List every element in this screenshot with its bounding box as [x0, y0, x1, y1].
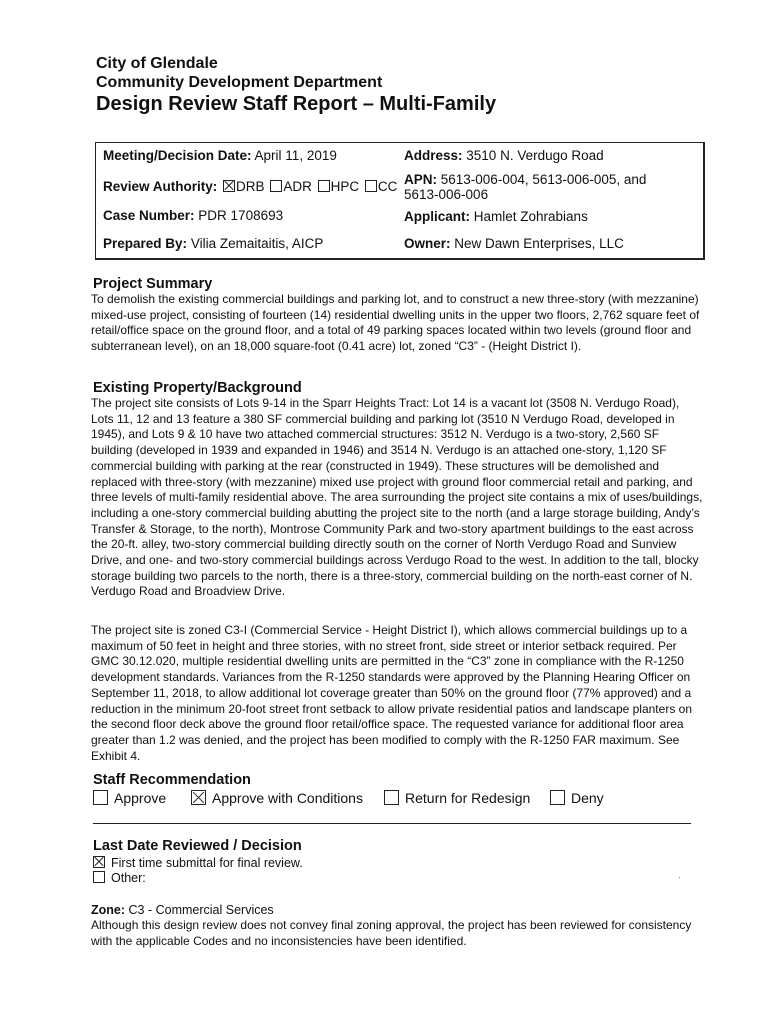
adr-label: ADR [283, 179, 312, 194]
drb-label: DRB [236, 179, 265, 194]
applicant-value: Hamlet Zohrabians [473, 209, 588, 224]
cc-checkbox[interactable] [365, 180, 377, 192]
existing-property-paragraph-1: The project site consists of Lots 9-14 in the Sparr Heights Tract: Lot 14 is a vacant lot (3508 N. Verdugo Road), Lots 11, 12 and 13 feature a 380 SF commercial building and parking lot (3510 N Verdugo Road, developed in 1945), and Lots 9 & 10 have two attached commercial structures: 3512 N. Verdugo is a two-story, 2,560 SF building (developed in 1939 and expanded in 1946) and 3514 N. Verdugo is an attached one-story, 1,120 SF commercial building with parking at the rear (constructed in 1949). These structures will be demolished and replaced with three-story (with mezzanine) mixed use project with ground floor commercial retail and parking, and three levels of multi-family residential above. The area surrounding the project site contains a mix of uses/buildings, including a one-story commercial building abutting the project site to the north (and a large storage building, Andy’s Transfer & Storage, to the north), Montrose Community Park and two-story apartment buildings to the east across the 20-ft. alley, two-story commercial building directly south on the corner of North Verdugo Road and Sunview Drive, and one- and two-story commercial buildings across Verdugo Road to the west. In addition to the tall, blocky storage building two parcels to the north, there is a three-story, commercial building on the north-east corner of N. Verdugo Road and Broadview Drive. [91, 396, 703, 599]
hpc-checkbox[interactable] [318, 180, 330, 192]
meeting-date-value: April 11, 2019 [254, 148, 337, 163]
city-name: City of Glendale [96, 55, 218, 72]
meeting-date-label: Meeting/Decision Date: [103, 148, 252, 163]
case-number [103, 208, 283, 223]
approve-label: Approve [114, 790, 167, 806]
apn-value-line2: 5613-006-006 [404, 187, 489, 202]
prepared-by-label: Prepared By: [103, 236, 188, 251]
apn-value-line1: 5613-006-004, 5613-006-005, and [440, 172, 647, 187]
approve-with-conditions-checkbox[interactable] [191, 790, 206, 805]
case-number-value: PDR 1708693 [198, 208, 284, 223]
drb-checkbox[interactable] [223, 180, 235, 192]
deny-checkbox[interactable] [550, 790, 565, 805]
other-label: Other: [111, 871, 146, 885]
apn-label: APN: [404, 172, 437, 187]
project-summary-text: To demolish the existing commercial buildings and parking lot, and to construct a new three-story (with mezzanine) mixed-use project, consisting of fourteen (14) residential dwelling units in the upper two floors, 2,762 square feet of retail/office space on the ground floor, and a total of 49 parking spaces located within two levels (ground floor and subterranean level), on an 18,000 square-foot (0.41 acre) lot, zoned “C3” - (Height District I). [91, 292, 700, 354]
applicant-label: Applicant: [404, 209, 470, 224]
deny-label: Deny [571, 790, 604, 806]
first-time-checkbox[interactable] [93, 856, 105, 868]
recommendation-deny[interactable] [550, 790, 604, 806]
return-for-redesign-checkbox[interactable] [384, 790, 399, 805]
last-review-first-time[interactable] [93, 856, 303, 870]
zone-value: C3 - Commercial Services [128, 903, 274, 917]
recommendation-return-for-redesign[interactable] [384, 790, 530, 806]
address-value: 3510 N. Verdugo Road [466, 148, 604, 163]
zone-text: Although this design review does not convey final zoning approval, the project has been reviewed for consistency with the applicable Codes and no inconsistencies have been identified. [91, 918, 692, 948]
recommendation-approve[interactable] [93, 790, 166, 806]
section-divider [93, 823, 691, 824]
report-title: Design Review Staff Report – Multi-Family [96, 93, 497, 115]
owner [404, 236, 624, 251]
staff-recommendation-heading: Staff Recommendation [93, 772, 251, 788]
last-review-other[interactable] [93, 871, 146, 885]
department-name: Community Development Department [96, 74, 383, 91]
address-label: Address: [404, 148, 463, 163]
recommendation-approve-with-conditions[interactable] [191, 790, 363, 806]
prepared-by-value: Vilia Zemaitaitis, AICP [190, 236, 324, 251]
existing-property-paragraph-2: The project site is zoned C3-I (Commercial Service - Height District I), which allows commercial buildings up to a maximum of 50 feet in height and three stories, with no street front, side street or interior setback required. Per GMC 30.12.020, multiple residential dwelling units are permitted in the “C3” zone in compliance with the R-1250 development standards. Variances from the R-1250 standards were approved by the Planning Hearing Officer on September 11, 2018, to allow additional lot coverage greater than 50% on the ground floor (77% approved) and a reduction in the minimum 20-foot street front setback to allow private residential patios and landscape planters on the second floor deck above the ground floor retail/office space. The requested variance for additional floor area greater than 1.2 was denied, and the project has been modified to comply with the R-1250 FAR maximum. See Exhibit 4. [91, 623, 692, 763]
other-checkbox[interactable] [93, 871, 105, 883]
zone-label: Zone: [91, 903, 126, 917]
hpc-label: HPC [330, 179, 360, 194]
first-time-label: First time submittal for final review. [111, 856, 303, 870]
project-summary-heading: Project Summary [93, 276, 213, 292]
address [404, 148, 604, 163]
review-authority [103, 179, 397, 194]
owner-value: New Dawn Enterprises, LLC [454, 236, 624, 251]
zone [91, 903, 274, 917]
case-number-label: Case Number: [103, 208, 195, 223]
approve-with-conditions-label: Approve with Conditions [212, 790, 363, 806]
existing-property-heading: Existing Property/Background [93, 380, 302, 396]
last-review-heading: Last Date Reviewed / Decision [93, 838, 302, 854]
prepared-by [103, 236, 323, 251]
cc-label: CC [377, 179, 398, 194]
scan-mark: · [678, 872, 682, 883]
adr-checkbox[interactable] [270, 180, 282, 192]
return-for-redesign-label: Return for Redesign [405, 790, 531, 806]
applicant [404, 209, 588, 224]
meeting-date [103, 148, 337, 163]
review-authority-label: Review Authority: [103, 179, 218, 194]
apn [404, 172, 646, 202]
approve-checkbox[interactable] [93, 790, 108, 805]
owner-label: Owner: [404, 236, 451, 251]
